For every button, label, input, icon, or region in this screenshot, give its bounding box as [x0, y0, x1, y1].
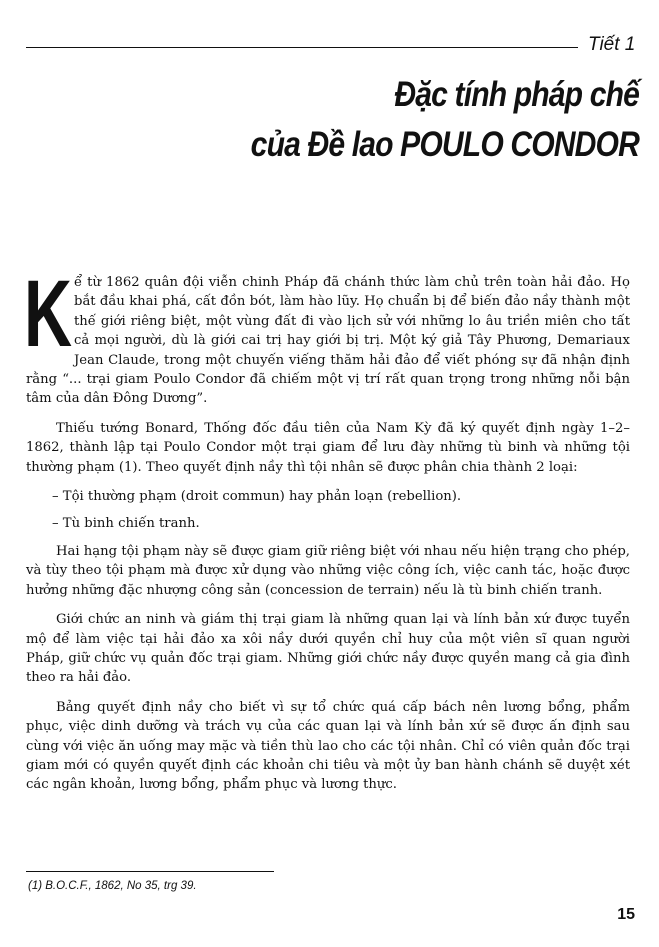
section-label: Tiết 1	[588, 34, 636, 55]
paragraph-1	[24, 261, 630, 409]
footnote: (1) B.O.C.F., 1862, No 35, trg 39.	[28, 880, 197, 892]
page-number: 15	[617, 906, 635, 923]
footnote-rule	[26, 871, 274, 872]
paragraph-5: Bảng quyết định nầy cho biết vì sự tổ chức quá cấp bách nên lương bổng, phẩm phục, việc dinh dưỡng và trách vụ của các quan lại và lính bản xứ sẽ được ấn định sau cùng với việc ăn uống may mặc và tiền thù lao cho các tội nhân. Chỉ có viên quản đốc trại giam mới có quyền quyết định các khoản chi tiêu và một ủy ban hành chánh sẽ duyệt xét các ngân khoản, lương bổng, phẩm phục và lương thực.	[26, 699, 630, 793]
paragraph-4: Giới chức an ninh và giám thị trại giam là những quan lại và lính bản xứ được tuyển mộ để làm việc tại hải đảo xa xôi nầy dưới quyền chỉ huy của một viên sĩ quan người Pháp, giữ chức vụ quản đốc trại giam. Những giới chức nầy được quyền mang cả gia đình theo ra hải đảo.	[26, 612, 630, 686]
body-text	[24, 261, 630, 805]
drop-cap: K	[24, 261, 73, 367]
chapter-title-line-1: Đặc tính pháp chế	[394, 75, 639, 114]
paragraph-1-text: ể từ 1862 quân đội viễn chinh Pháp đã chánh thức làm chủ trên toàn hải đảo. Họ bắt đầu khai phá, cất đồn bót, làm hào lũy. Họ chuẩn bị để biến đảo nầy thành một thế giới riêng biệt, một vùng đất đi vào lịch sử với những lo âu triền miên cho tất cả mọi người, dù là giới cai trị hay giới bị trị. Một ký giả Tây Phương, Demariaux Jean Claude, trong một chuyến viếng thăm hải đảo để viết phóng sự đã nhận định rằng “... trại giam Poulo Condor đã chiếm một vị trí rất quan trọng trong những nỗi bận tâm của dân Đông Dương”.	[26, 275, 630, 407]
paragraph-2: Thiếu tướng Bonard, Thống đốc đầu tiên của Nam Kỳ đã ký quyết định ngày 1–2–1862, thành lập tại Poulo Condor một trại giam để lưu đày những tù binh và những tội thường phạm (1). Theo quyết định nầy thì tội nhân sẽ được phân chia thành 2 loại:	[26, 420, 630, 475]
list-item-1: – Tội thường phạm (droit commun) hay phản loạn (rebellion).	[52, 489, 462, 505]
list-item-2: – Tù binh chiến tranh.	[52, 516, 200, 532]
chapter-title	[157, 70, 639, 170]
header-rule	[26, 47, 578, 48]
chapter-title-line-2: của Đề lao POULO CONDOR	[250, 125, 640, 164]
paragraph-3: Hai hạng tội phạm này sẽ được giam giữ riêng biệt với nhau nếu hiện trạng cho phép, và tùy theo tội phạm mà được xử dụng vào những việc công ích, việc canh tác, hoặc được hưởng những đặc nhượng công sản (concession de terrain) nếu là tù binh chiến tranh.	[26, 543, 630, 598]
